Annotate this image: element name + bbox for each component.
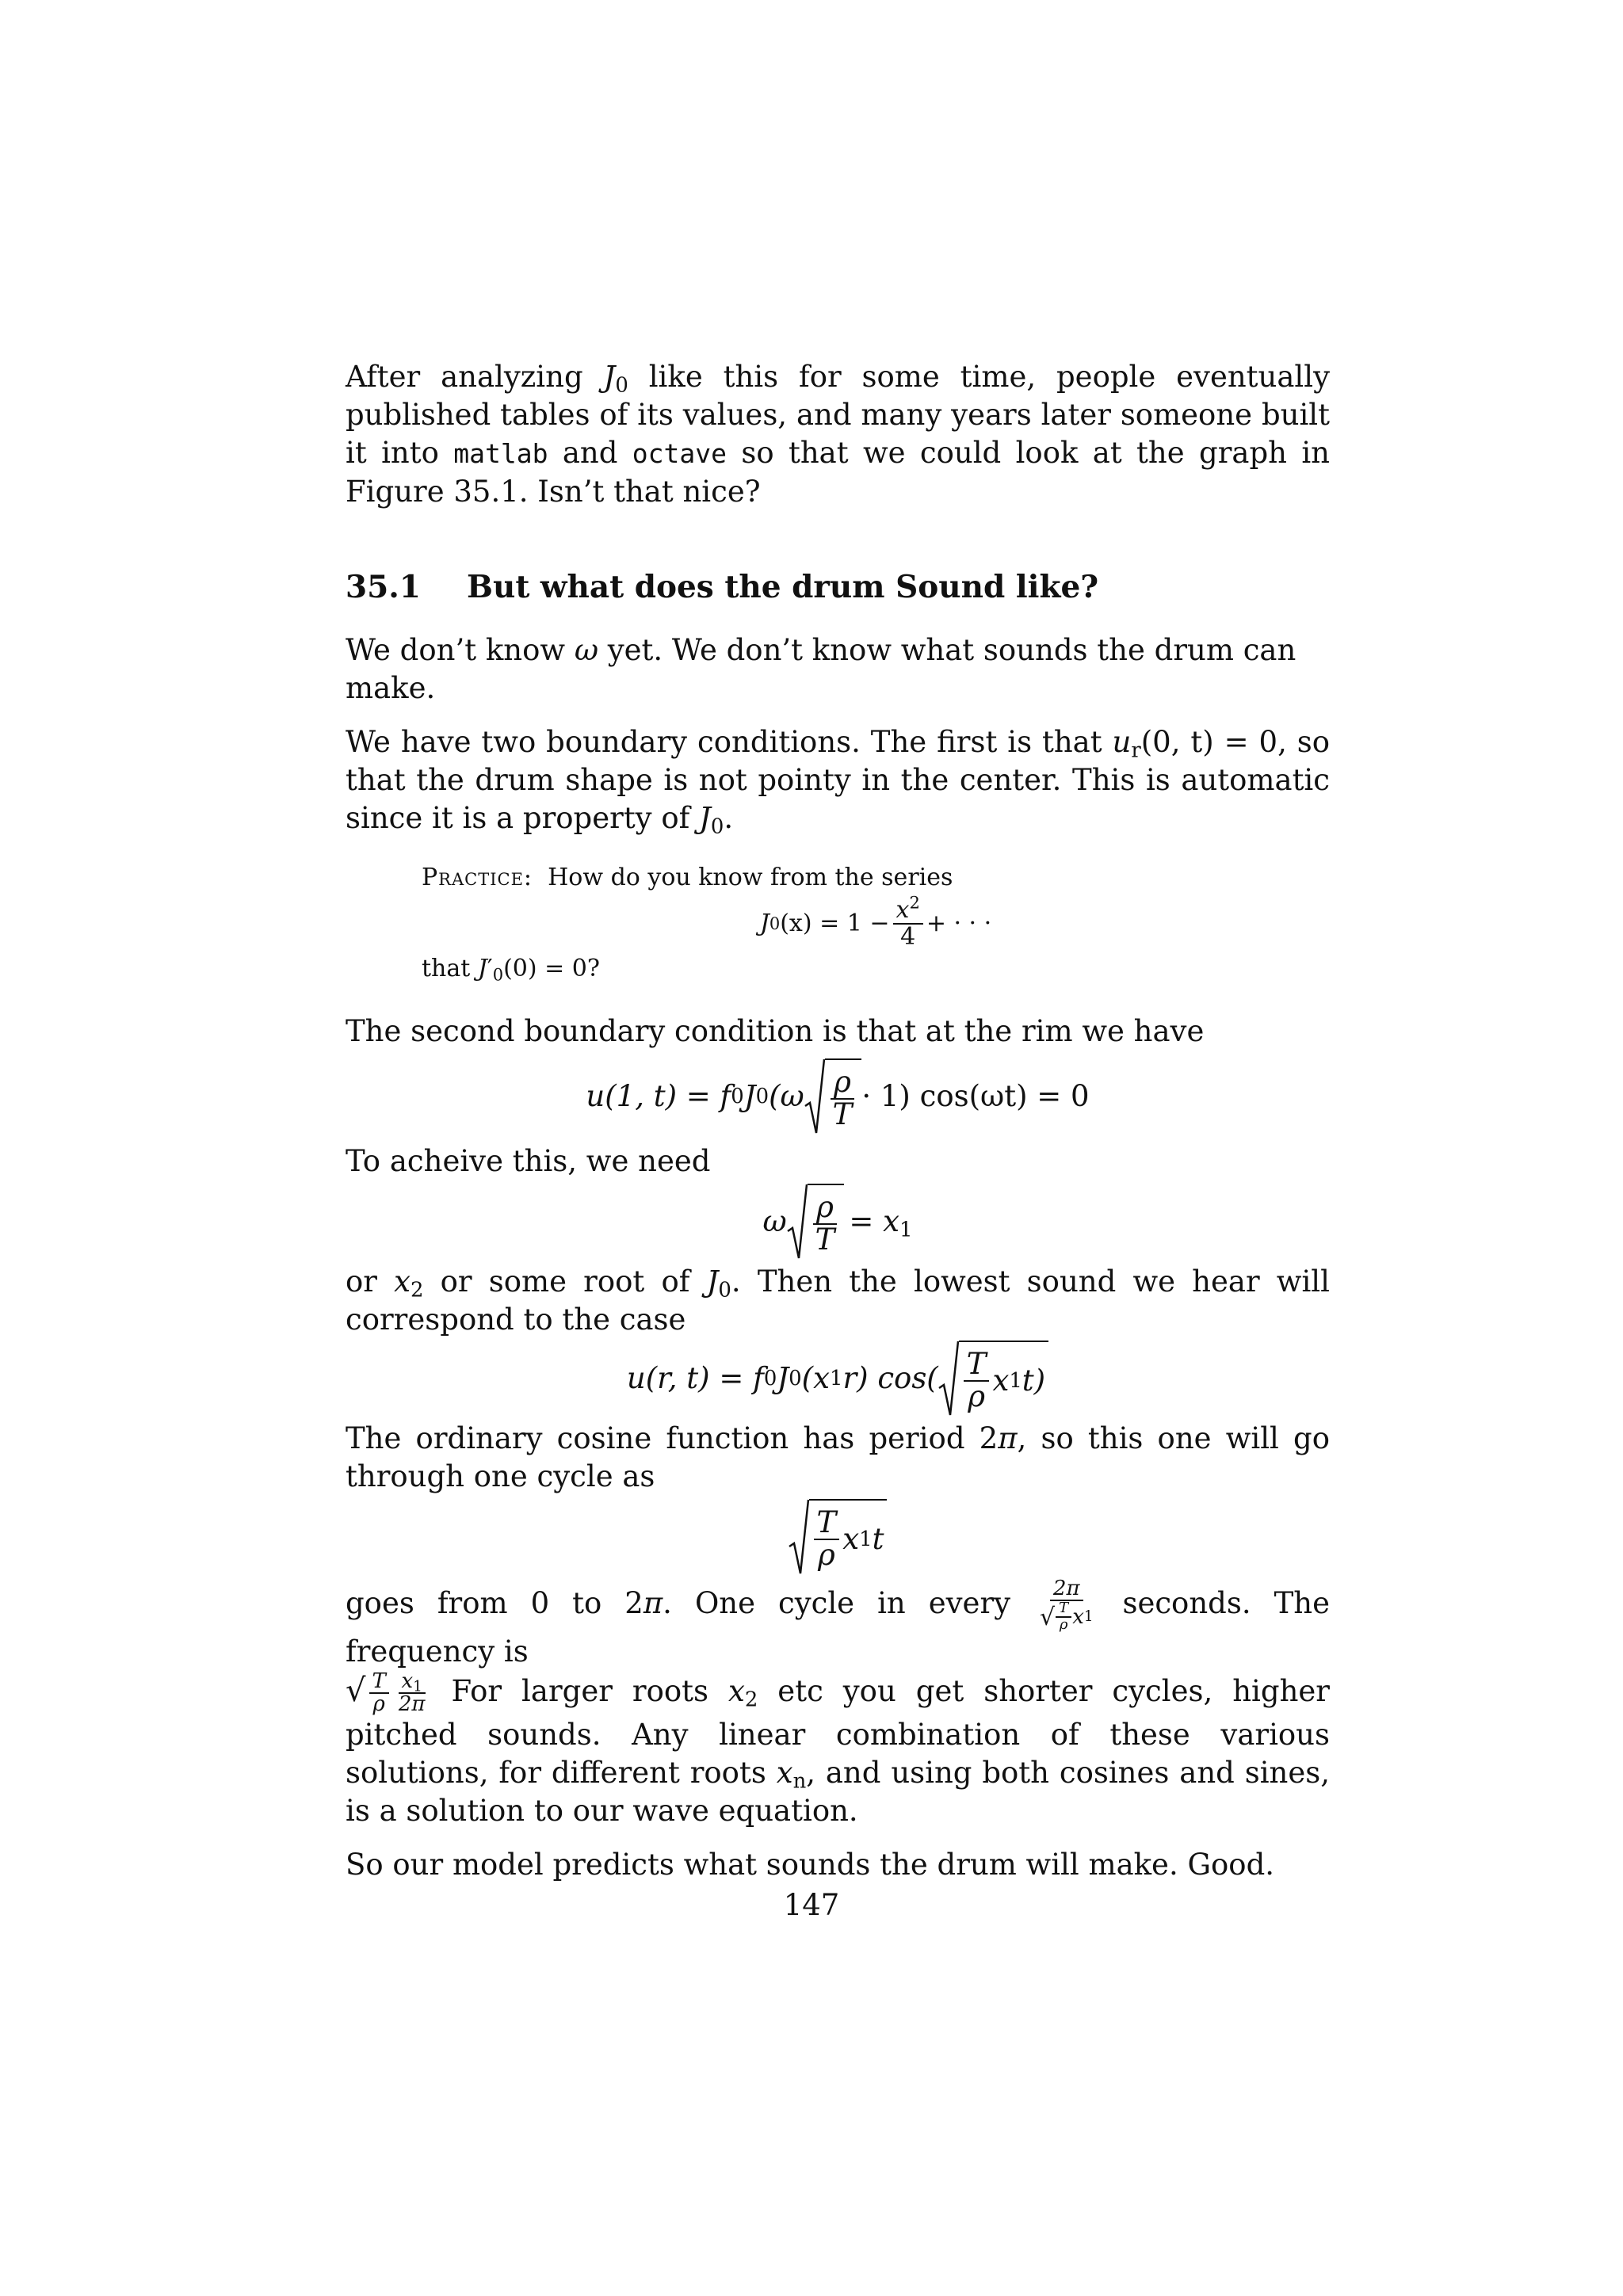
page-number: 147 [783,1888,840,1922]
text: seconds. The frequency is [346,1586,1331,1669]
math-num: T [369,1671,389,1694]
paragraph-boundary-2 [346,1013,1330,1051]
math-den: 4 [900,922,916,951]
math-sup: 2 [909,893,920,913]
text: . Then the lowest sound we hear will correspond to the case [346,1264,1330,1337]
radical-sign-icon [789,1499,809,1575]
practice-equation: J 0 (x) = 1 − $\frac{x^2}{4}$ + · · · [759,893,992,951]
math-x: x [776,1755,793,1790]
paragraph-intro [346,358,1330,511]
math-num: T [814,1508,840,1540]
text: like this for some time, people eventually published tables of its values, and many years later someone built it into [346,360,1330,470]
practice-label: Practice: [422,864,533,891]
equation-phase [346,1499,1330,1575]
math-num: 2π [1050,1578,1083,1601]
text: So our model predicts what sounds the drum will make. Good. [346,1847,1275,1882]
math-j: J [699,801,711,835]
math-sub: 2 [411,1278,424,1302]
math-text: (x [801,1361,830,1395]
equation-omega [346,1184,1330,1260]
text: goes from 0 to 2 [346,1586,643,1621]
section-heading [346,566,1330,608]
square-root [787,1184,845,1260]
section-title: But what does the drum Sound like? [467,569,1099,605]
equation-lowest-mode: u(r, t) = f 0 J 0 (x 1 r) cos( $\frac{T}{\rho}$ x 1 t) [346,1341,1330,1417]
square-root: $\frac{T}{\rho}$ x 1 t [789,1499,888,1575]
text: etc you get shorter cycles, higher pitched sounds. Any linear combination of these various solutions, for different roots [346,1673,1330,1790]
math-text: = x [849,1204,899,1238]
math-x: x [992,1363,1010,1398]
paragraph-boundary-1 [346,723,1330,837]
math-j: J [706,1264,719,1299]
text: The ordinary cosine function has period 2 [346,1421,999,1455]
text: . [724,801,734,835]
math-den: ρ [817,1538,835,1572]
paragraph-frequency [346,1671,1330,1830]
text: To acheive this, we need [346,1144,711,1178]
paragraph-omega [346,631,1330,707]
math-den: ρ [968,1379,985,1413]
text: , so that the drum shape is not pointy in the center. This is automatic since it is a property of [346,725,1330,835]
math-sub: 1 [413,1678,422,1695]
text: The second boundary condition is that at the rim we have [346,1014,1205,1048]
math-text: · 1) cos(ωt) = 0 [861,1079,1090,1113]
math-text: r) cos( [842,1361,938,1395]
math-sub: 0 [718,1278,731,1302]
math-sub: n [792,1769,807,1794]
text: For larger roots [431,1673,728,1708]
paragraph-period [346,1420,1330,1496]
math-x: x [727,1673,745,1708]
math-num: T [964,1349,990,1382]
math-omega: ω [762,1204,787,1238]
paragraph-achieve [346,1142,1330,1180]
radical-sign-icon [938,1341,959,1417]
radical-sign-icon [804,1058,825,1135]
math-x: x [842,1522,860,1556]
paragraph-roots [346,1263,1330,1339]
math-x: x [401,1669,414,1694]
text: so that we could look at the graph in Figure 35.1. Isn’t that nice? [346,436,1330,509]
fraction [395,1671,429,1716]
square-root: $\frac{T}{\rho}$ x 1 t) [938,1341,1048,1417]
practice-text: How do you know from the series [548,864,953,891]
math-omega: ω [574,633,598,667]
math-sub: 1 [899,1218,913,1242]
text: that [422,955,478,982]
text: or some root of [423,1264,707,1299]
math-j: J [603,360,616,394]
math-den: T [832,1097,853,1131]
math-j: J [777,1361,789,1395]
math-den: 2π [398,1692,426,1717]
math-sub: 0 [710,814,724,839]
text: We have two boundary conditions. The first is that [346,725,1113,759]
math-j: J [759,909,769,937]
math-prime: ′ [487,955,493,982]
code-octave: octave [632,438,727,469]
text: . One cycle in every [663,1586,1034,1621]
fraction-period: 2π √ $\frac{T}{\rho}$ x 1 [1040,1577,1094,1634]
math-text: t) [1022,1363,1046,1398]
fraction [369,1671,389,1716]
math-sub: 0 [615,373,628,398]
math-text: u(r, t) = f [626,1361,764,1395]
math-u: u [1112,725,1132,759]
math-num: T [1056,1601,1071,1618]
text: or [346,1264,395,1299]
math-text: u(1, t) = f [586,1079,731,1113]
math-text: (x) = 1 − [780,909,890,937]
practice-question [422,861,1330,894]
math-den: ρ [1059,1616,1068,1634]
text: (0) = 0? [503,955,600,982]
math-num: ρ [813,1192,837,1225]
math-text: + · · · [926,909,992,937]
section-number: 35.1 [346,569,421,605]
math-pi: π [998,1421,1018,1455]
practice-box [422,861,1330,986]
text: After analyzing [346,360,604,394]
math-num: ρ [831,1067,854,1100]
math-j: J [477,955,487,982]
math-args: (0, t) = 0 [1140,725,1278,759]
math-x: x [896,896,910,924]
radical-sign-icon [787,1184,808,1260]
paragraph-conclusion [346,1846,1330,1884]
math-den: T [815,1222,835,1257]
math-t: t [872,1522,884,1556]
math-den: ρ [372,1692,385,1717]
math-x: x [394,1264,411,1299]
code-matlab: matlab [453,438,548,469]
math-text: (ω [769,1079,804,1113]
math-sub: r [1131,738,1141,763]
fraction [893,893,923,951]
paragraph-cycle [346,1578,1330,1671]
math-j: J [743,1079,756,1113]
radical-sign-icon: √ [346,1672,366,1709]
text: We don’t know [346,633,575,667]
math-pi: π [643,1586,663,1621]
text: , so this one will go through one cycle as [346,1421,1331,1493]
math-sub: 2 [744,1688,758,1712]
text: , and using both cosines and sines, is a solution to our wave equation. [346,1755,1330,1828]
text: and [548,436,632,470]
math-sub: 0 [492,965,504,985]
equation-rim: u(1, t) = f 0 J 0 (ω $\frac{\rho}{T}$ · 1) cos(ωt) = 0 [346,1058,1330,1135]
square-root [804,1058,862,1135]
text: yet. We don’t know what sounds the drum can make. [346,633,1296,705]
practice-followup [422,952,1330,986]
page-body [346,358,1330,1884]
math-x: x [1072,1604,1084,1629]
